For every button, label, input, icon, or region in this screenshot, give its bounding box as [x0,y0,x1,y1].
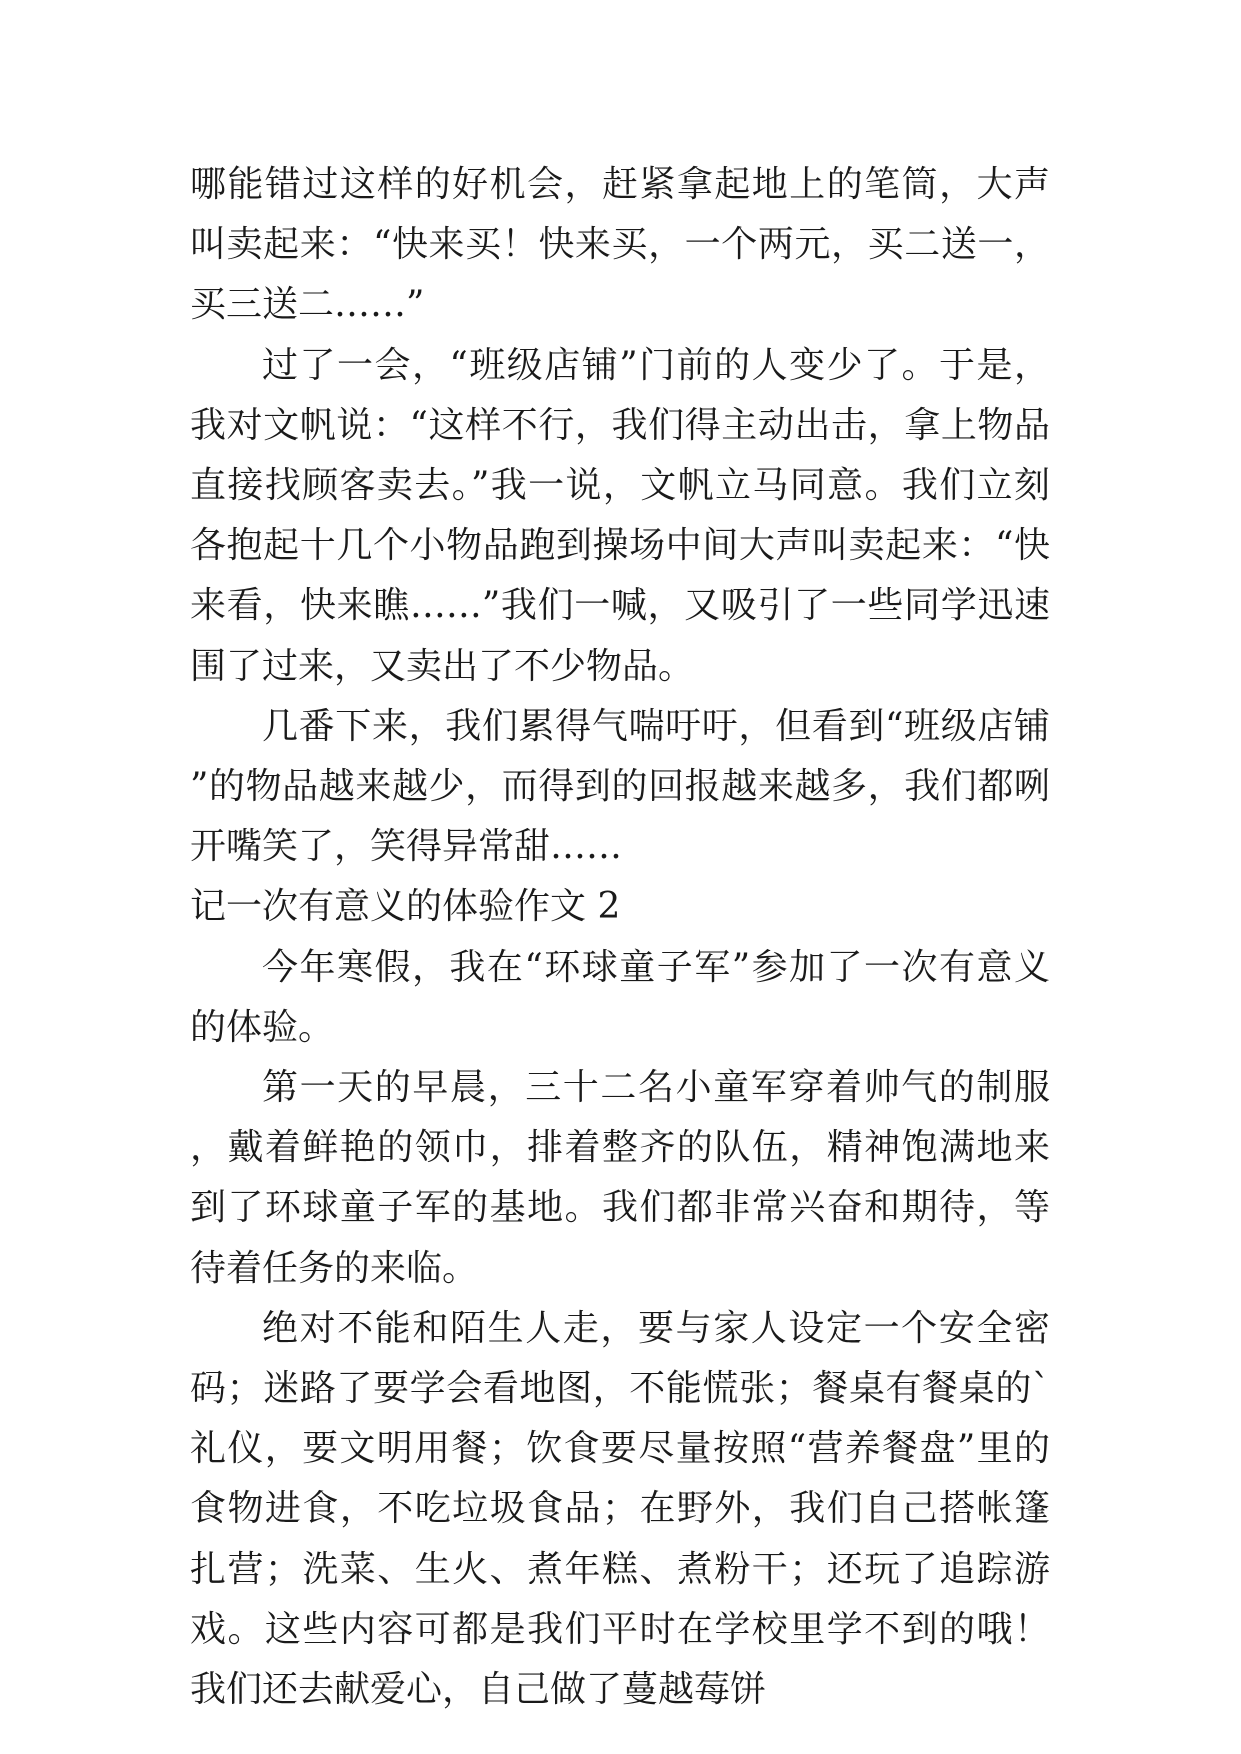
paragraph-5: 第一天的早晨，三十二名小童军穿着帅气的制服，戴着鲜艳的领巾，排着整齐的队伍，精神饱满地来到了环球童子军的基地。我们都非常兴奋和期待，等待着任务的来临。 [190,1067,1050,1289]
document-body [190,155,1050,1720]
section-title: 记一次有意义的体验作文 2 [190,886,621,928]
paragraph-3: 几番下来，我们累得气喘吁吁，但看到“班级店铺”的物品越来越少，而得到的回报越来越多，我们都咧开嘴笑了，笑得异常甜…… [190,705,1050,868]
paragraph-6: 绝对不能和陌生人走，要与家人设定一个安全密码；迷路了要学会看地图，不能慌张；餐桌有餐桌的`礼仪，要文明用餐；饮食要尽量按照“营养餐盘”里的食物进食，不吃垃圾食品；在野外，我们自己搭帐篷扎营；洗菜、生火、煮年糕、煮粉干；还玩了追踪游戏。这些内容可都是我们平时在学校里学不到的哦！我们还去献爱心，自己做了蔓越莓饼 [190,1307,1050,1711]
paragraph-4: 今年寒假，我在“环球童子军”参加了一次有意义的体验。 [190,946,1050,1048]
paragraph-1: 哪能错过这样的好机会，赶紧拿起地上的笔筒，大声叫卖起来：“快来买！快来买，一个两元，买二送一，买三送二……” [190,164,1050,326]
paragraph-2: 过了一会，“班级店铺”门前的人变少了。于是，我对文帆说：“这样不行，我们得主动出击，拿上物品直接找顾客卖去。”我一说，文帆立马同意。我们立刻各抱起十几个小物品跑到操场中间大声叫卖起来：“快来看，快来瞧……”我们一喊，又吸引了一些同学迅速围了过来，又卖出了不少物品。 [190,344,1050,687]
